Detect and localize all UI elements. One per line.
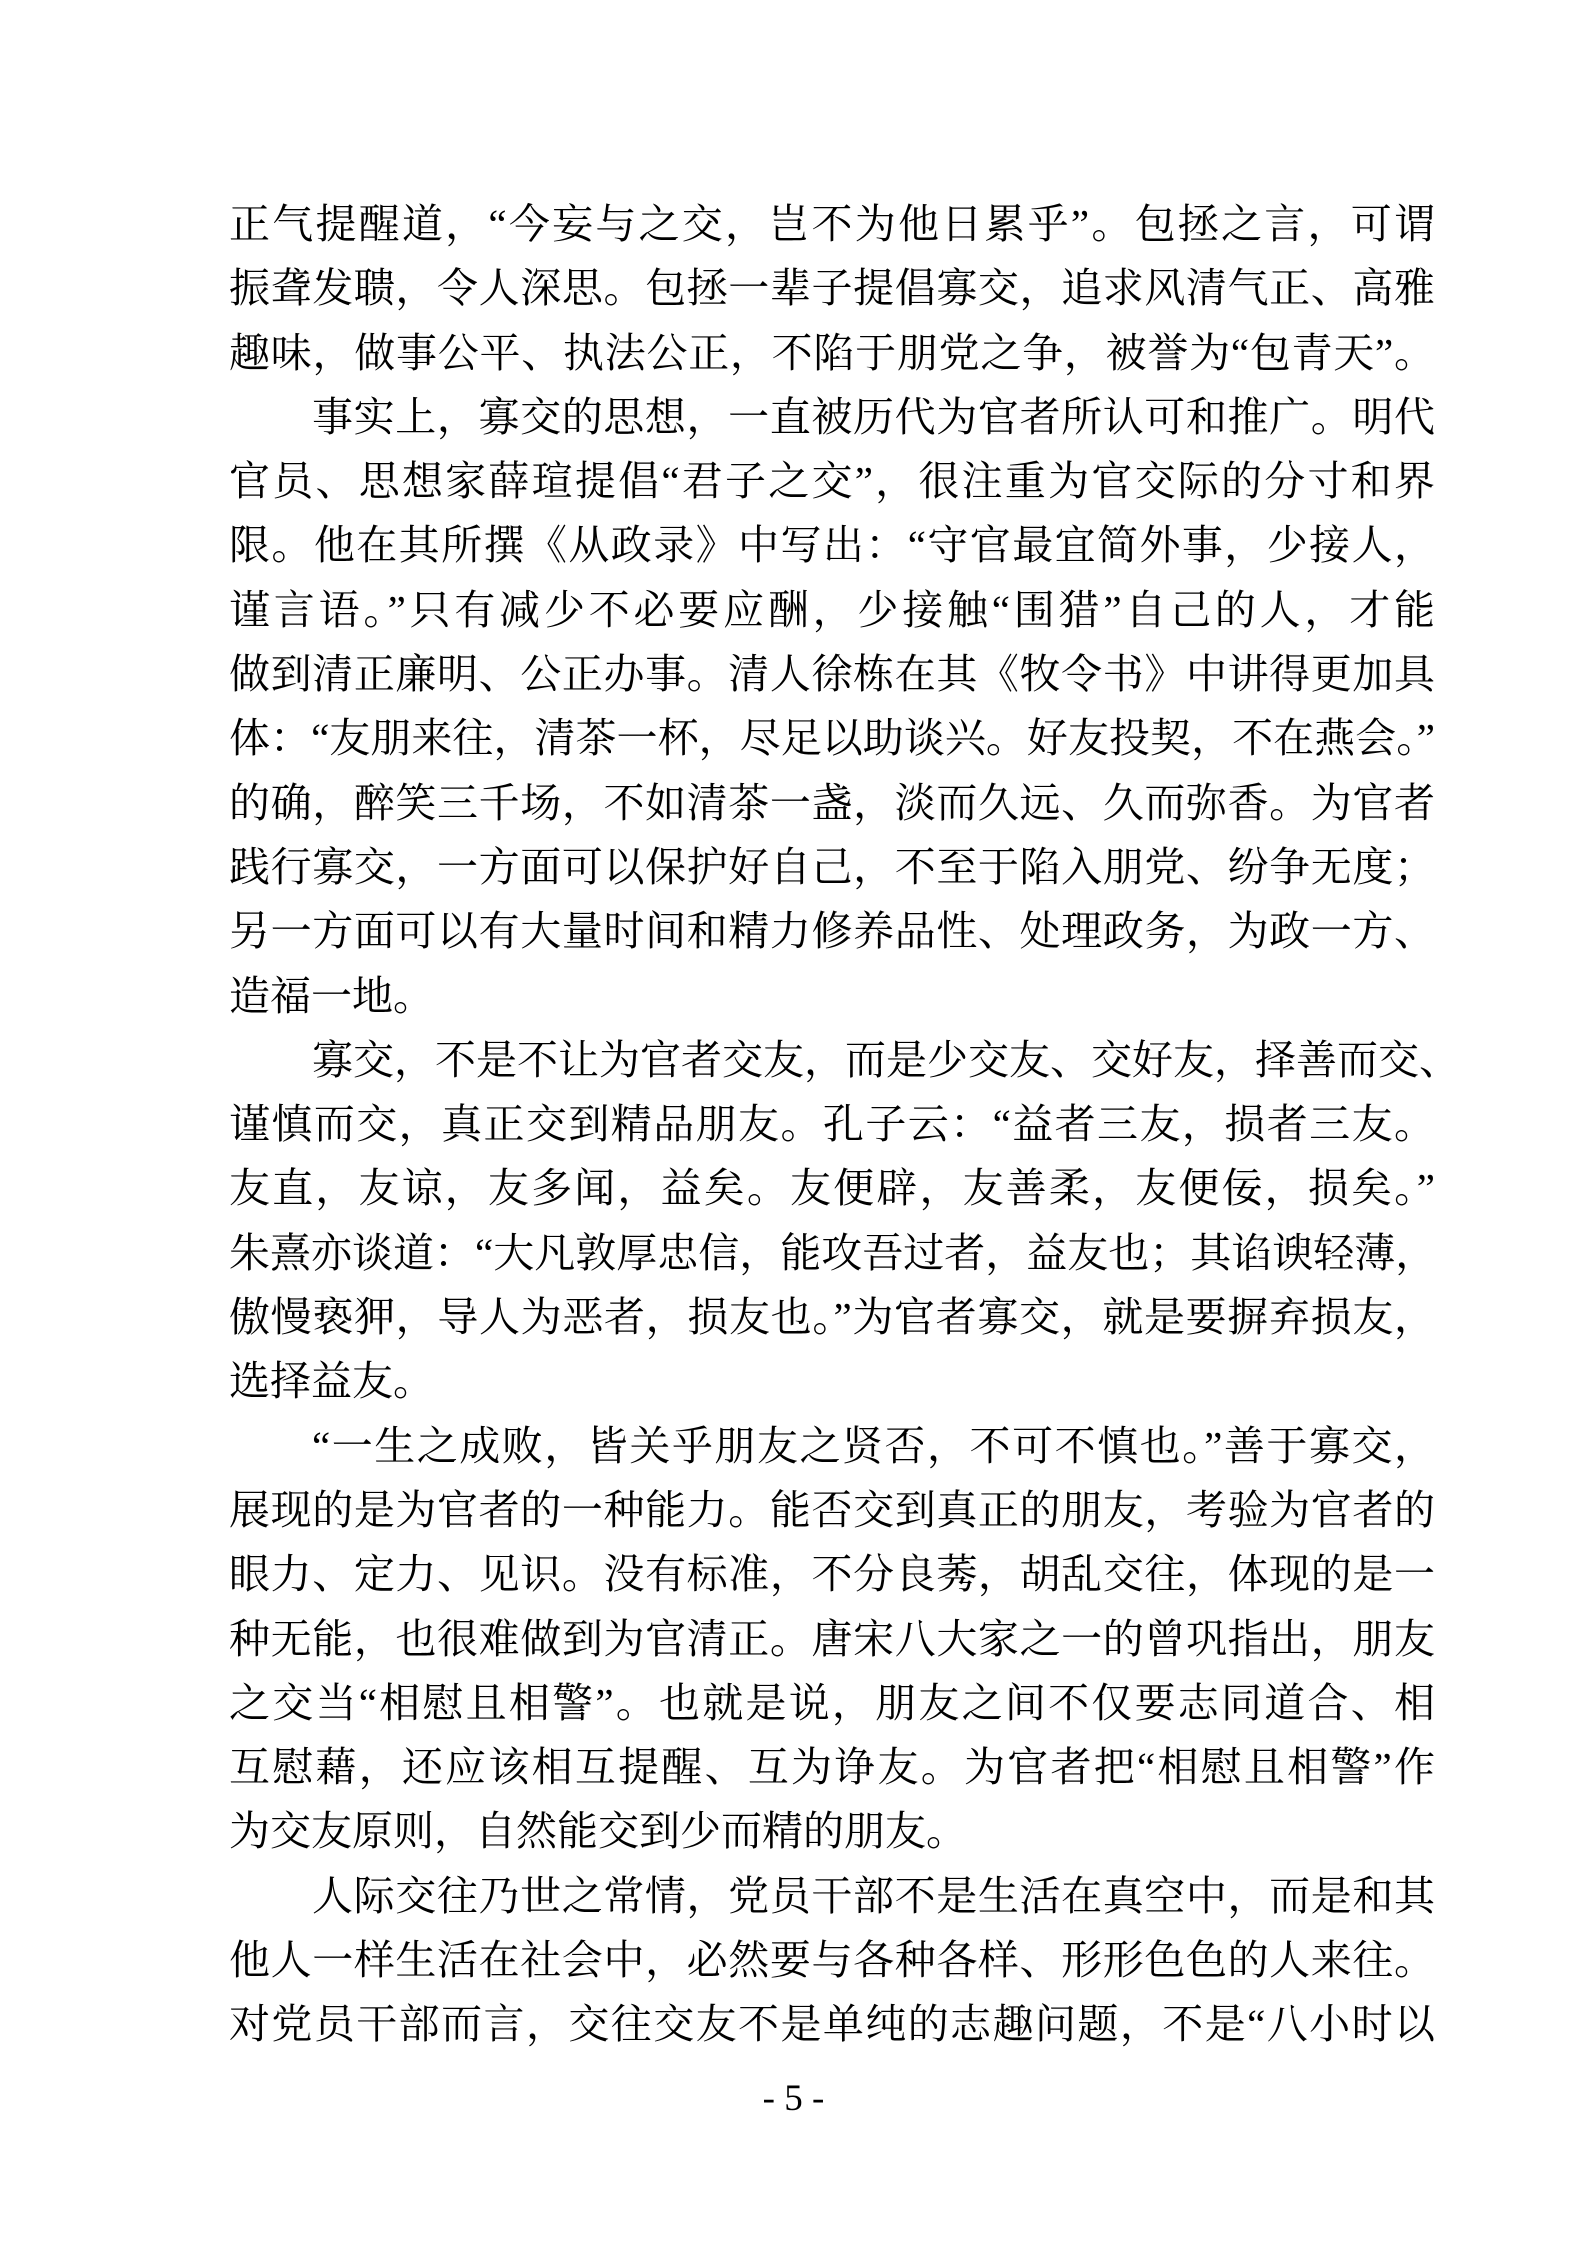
text-line: 谨慎而交，真正交到精品朋友。孔子云：“益者三友，损者三友。	[229, 1101, 1435, 1148]
text-line: 之交当“相慰且相警”。也就是说，朋友之间不仅要志同道合、相	[229, 1679, 1435, 1726]
text-line: 限。他在其所撰《从政录》中写出：“守官最宜简外事，少接人，	[229, 522, 1435, 569]
text-line: 趣味，做事公平、执法公正，不陷于朋党之争，被誉为“包青天”。	[229, 329, 1435, 376]
text-line: 傲慢亵狎，导人为恶者，损友也。”为官者寡交，就是要摒弃损友，	[229, 1294, 1435, 1341]
paragraph	[229, 1414, 1435, 1864]
text-line: 体：“友朋来往，清茶一杯，尽足以助谈兴。好友投契，不在燕会。”	[229, 715, 1435, 762]
text-line: 种无能，也很难做到为官清正。唐宋八大家之一的曾巩指出，朋友	[229, 1615, 1435, 1662]
text-line: 对党员干部而言，交往交友不是单纯的志趣问题，不是“八小时以	[229, 2001, 1435, 2048]
paragraph	[229, 1028, 1460, 1414]
text-line: 官员、思想家薛瑄提倡“君子之交”，很注重为官交际的分寸和界	[229, 458, 1435, 505]
text-line: 谨言语。”只有减少不必要应酬，少接触“围猎”自己的人，才能	[229, 586, 1435, 633]
text-line: 做到清正廉明、公正办事。清人徐栋在其《牧令书》中讲得更加具	[229, 651, 1435, 698]
page-number: - 5 -	[762, 2078, 825, 2119]
text-line: 友直，友谅，友多闻，益矣。友便辟，友善柔，友便佞，损矣。”	[229, 1165, 1435, 1212]
paragraph	[229, 385, 1435, 1028]
text-line: 他人一样生活在社会中，必然要与各种各样、形形色色的人来往。	[229, 1937, 1435, 1984]
text-line: 互慰藉，还应该相互提醒、互为诤友。为官者把“相慰且相警”作	[229, 1744, 1435, 1791]
body-text	[229, 192, 1460, 2057]
text-line: 为交友原则，自然能交到少而精的朋友。	[229, 1808, 967, 1855]
text-line: 振聋发聩，令人深思。包拯一辈子提倡寡交，追求风清气正、高雅	[229, 265, 1435, 312]
text-line: 展现的是为官者的一种能力。能否交到真正的朋友，考验为官者的	[229, 1486, 1435, 1533]
text-line: 寡交，不是不让为官者交友，而是少交友、交好友，择善而交、	[312, 1036, 1460, 1083]
paragraph	[229, 192, 1435, 385]
text-line: 人际交往乃世之常情，党员干部不是生活在真空中，而是和其	[312, 1872, 1435, 1919]
paragraph	[229, 1864, 1435, 2057]
text-line: 造福一地。	[229, 972, 434, 1019]
text-line: 选择益友。	[229, 1358, 434, 1405]
text-line: 践行寡交，一方面可以保护好自己，不至于陷入朋党、纷争无度；	[229, 843, 1435, 890]
text-line: “一生之成败，皆关乎朋友之贤否，不可不慎也。”善于寡交，	[312, 1422, 1435, 1469]
text-line: 的确，醉笑三千场，不如清茶一盏，淡而久远、久而弥香。为官者	[229, 779, 1435, 826]
text-line: 朱熹亦谈道：“大凡敦厚忠信，能攻吾过者，益友也；其谄谀轻薄，	[229, 1229, 1437, 1276]
text-line: 正气提醒道，“今妄与之交，岂不为他日累乎”。包拯之言，可谓	[229, 201, 1435, 247]
text-line: 另一方面可以有大量时间和精力修养品性、处理政务，为政一方、	[229, 908, 1435, 955]
text-line: 事实上，寡交的思想，一直被历代为官者所认可和推广。明代	[312, 393, 1435, 440]
text-line: 眼力、定力、见识。没有标准，不分良莠，胡乱交往，体现的是一	[229, 1551, 1435, 1598]
